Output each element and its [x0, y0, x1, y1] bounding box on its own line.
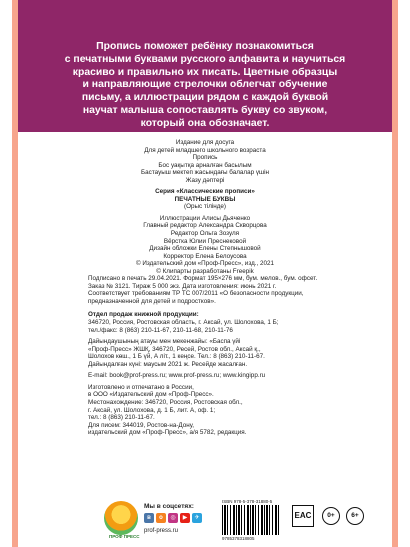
banner-line: с печатными буквами русского алфавита и научиться: [64, 53, 346, 65]
kz-line: «Проф-Пресс» ЖШҚ, 346720, Ресей, Ростов обл., Аксай қ.,: [88, 345, 261, 353]
banner-line: научат малыша сопоставлять букву со звуком,: [82, 104, 328, 116]
banner-line: письму, а иллюстрации рядом с каждой буквой: [81, 92, 329, 104]
kz-line: Дайындаушының атауы мен мекенжайы: «Баспа үйі: [88, 338, 241, 346]
print-line: предназначенной для детей и подростков».: [88, 297, 216, 305]
publisher-logo-icon: [104, 501, 138, 535]
credit-line: Корректор Елена Белоусова: [163, 252, 247, 260]
barcode: [218, 499, 284, 543]
eac-mark-icon: EAC: [292, 505, 314, 527]
credit-line: Главный редактор Александра Скворцова: [143, 222, 267, 230]
age-rating-badge: 6+: [346, 507, 364, 525]
website-link[interactable]: prof-press.ru: [144, 528, 179, 534]
edition-line: Жазу дәптері: [185, 176, 225, 184]
manufacturer-line: Местонахождение: 346720, Россия, Ростовская обл.,: [88, 398, 243, 406]
instagram-icon[interactable]: ◎: [168, 513, 178, 523]
cover-border: [12, 0, 398, 547]
vk-icon[interactable]: в: [144, 513, 154, 523]
barcode-bars-icon: [222, 505, 280, 535]
telegram-icon[interactable]: ✈: [192, 513, 202, 523]
print-line: Соответствует требованиям ТР ТС 007/2011 «О безопасности продукции,: [88, 290, 304, 298]
edition-line: Издание для досуга: [175, 139, 235, 146]
edition-line: Пропись: [192, 154, 218, 162]
description-banner: [18, 0, 392, 132]
credit-line: Вёрстка Юлии Преснековой: [163, 237, 247, 245]
manufacturer-line: Для писем: 344019, Ростов-на-Дону,: [88, 421, 195, 429]
kz-line: Шолохов көш., 1 Б үй, А літ., 1 кеңсе. Тел.: 8 (863) 210-11-67.: [88, 353, 265, 361]
manufacturer-line: Изготовлено и отпечатано в России,: [88, 383, 194, 391]
contacts-line: E-mail: book@prof-press.ru; www.prof-press.ru; www.kingipp.ru: [88, 372, 266, 380]
edition-line: Бастауыш мектеп жасындағы балалар үшін: [141, 169, 269, 177]
manufacturer-line: издательский дом «Проф-Пресс», а/я 5782, редакция.: [88, 429, 247, 437]
sales-line: 346720, Россия, Ростовская область, г. Аксай, ул. Шолохова, 1 Б;: [88, 319, 279, 327]
manufacturer-line: в ООО «Издательский дом «Проф-Пресс».: [88, 391, 214, 399]
print-line: Подписано в печать 29.04.2021. Формат 195×276 мм, бум. мелов., бум. офсет.: [88, 275, 318, 283]
back-cover: [18, 0, 392, 547]
edition-line: Для детей младшего школьного возраста: [144, 146, 266, 154]
sales-heading: Отдел продаж книжной продукции:: [88, 311, 199, 319]
banner-line: который она обозначает.: [140, 117, 270, 129]
manufacturer-line: тел.: 8 (863) 210-11-67.: [88, 414, 155, 422]
print-line: Заказ № 3121. Тираж 5 000 экз. Дата изготовления: июнь 2021 г.: [88, 282, 277, 290]
banner-line: красиво и правильно их писать. Цветные образцы: [72, 66, 338, 78]
youtube-icon[interactable]: ▶: [180, 513, 190, 523]
imprint: [18, 139, 392, 437]
banner-line: Пропись поможет ребёнку познакомиться: [96, 41, 314, 52]
copyright-line: © Клипарты разработаны Freepik: [156, 267, 254, 275]
publisher-logo-text: ПРОФ ПРЕСС: [109, 534, 140, 539]
book-title: ПЕЧАТНЫЕ БУКВЫ: [174, 195, 236, 203]
copyright-line: © Издательский дом «Проф-Пресс», изд., 2021: [135, 260, 275, 268]
banner-line: и направляющие стрелочки облегчат обучение: [82, 79, 328, 91]
language-note: (Орыс тілінде): [183, 203, 227, 211]
series-line: Серия «Классические прописи»: [155, 188, 255, 196]
isbn-label: ISBN 978-5-378-31880-5: [222, 499, 273, 504]
edition-line: Бос уақытқа арналған басылым: [158, 161, 252, 169]
credit-line: Дизайн обложки Елены Степнышовой: [149, 245, 261, 253]
manufacturer-line: г. Аксай, ул. Шолохова, д. 1 Б, лит. А, оф. 1;: [88, 406, 216, 414]
sales-line: тел./факс: 8 (863) 210-11-67, 210-11-68, 210-11-76: [88, 326, 233, 334]
ok-icon[interactable]: о: [156, 513, 166, 523]
kz-line: Дайындалған күні: маусым 2021 ж. Ресейде жасалған.: [88, 360, 248, 368]
age-rating-badge: 0+: [322, 507, 340, 525]
credit-line: Редактор Ольга Зозуля: [170, 230, 240, 238]
print-details: [18, 275, 392, 305]
socials-label: Мы в соцсетях:: [144, 503, 194, 510]
credit-line: Иллюстрации Алисы Дьяченко: [159, 214, 251, 222]
cover-footer: [18, 497, 392, 547]
barcode-number: 9785378318805: [222, 536, 255, 541]
